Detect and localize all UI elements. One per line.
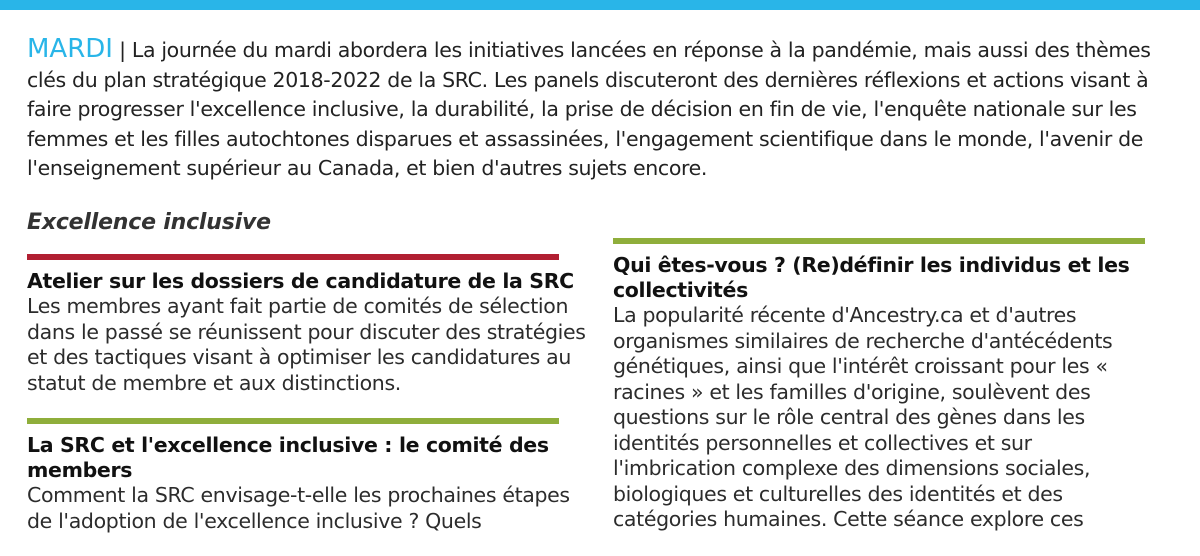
intro-text: La journée du mardi abordera les initiatives lancées en réponse à la pandémie, mais aussi des thèmes clés du plan stratégique 2018-2022 de la SRC. Les panels discuteront des dernières réflexions et actions visant à faire progresser l'excellence inclusive, la durabilité, la prise de décision en fin de vie, l'enquête nationale sur les femmes et les filles autochtones disparues et assassinées, l'engagement scientifique dans le monde, l'avenir de l'enseignement supérieur au Canada, et bien d'autres sujets encore. bbox=[27, 38, 1151, 180]
day-separator: | bbox=[112, 38, 132, 62]
intro-paragraph bbox=[27, 35, 1187, 184]
session-title: La SRC et l'excellence inclusive : le comité des members bbox=[27, 433, 549, 482]
left-column bbox=[27, 254, 587, 556]
session-block bbox=[27, 254, 587, 396]
section-heading: Excellence inclusive bbox=[27, 210, 271, 235]
session-divider-bar bbox=[27, 254, 559, 260]
session-title: Qui êtes-vous ? (Re)définir les individus et les collectivités bbox=[613, 253, 1130, 302]
session-divider-bar bbox=[613, 238, 1145, 244]
session-block bbox=[27, 418, 587, 534]
session-description: Les membres ayant fait partie de comités de sélection dans le passé se réunissent pour discuter des stratégies et des tactiques visant à optimiser les candidatures au statut de membre et aux distinctions. bbox=[27, 294, 586, 395]
session-description: La popularité récente d'Ancestry.ca et d'autres organismes similaires de recherche d'antécédents génétiques, ainsi que l'intérêt croissant pour les « racines » et les familles d'origine, soulèvent des questions sur le rôle central des gènes dans les identités personnelles et collectives et sur l'imbrication complexe des dimensions sociales, biologiques et culturelles des identités et des catégories humaines. Cette séance explore ces bbox=[613, 303, 1113, 531]
session-title: Atelier sur les dossiers de candidature de la SRC bbox=[27, 269, 574, 293]
session-divider-bar bbox=[27, 418, 559, 424]
session-block bbox=[613, 238, 1158, 533]
session-description: Comment la SRC envisage-t-elle les prochaines étapes de l'adoption de l'excellence inclusive ? Quels bbox=[27, 483, 570, 533]
right-column bbox=[613, 238, 1158, 555]
top-accent-rule bbox=[0, 0, 1200, 10]
day-label: MARDI bbox=[27, 34, 113, 64]
